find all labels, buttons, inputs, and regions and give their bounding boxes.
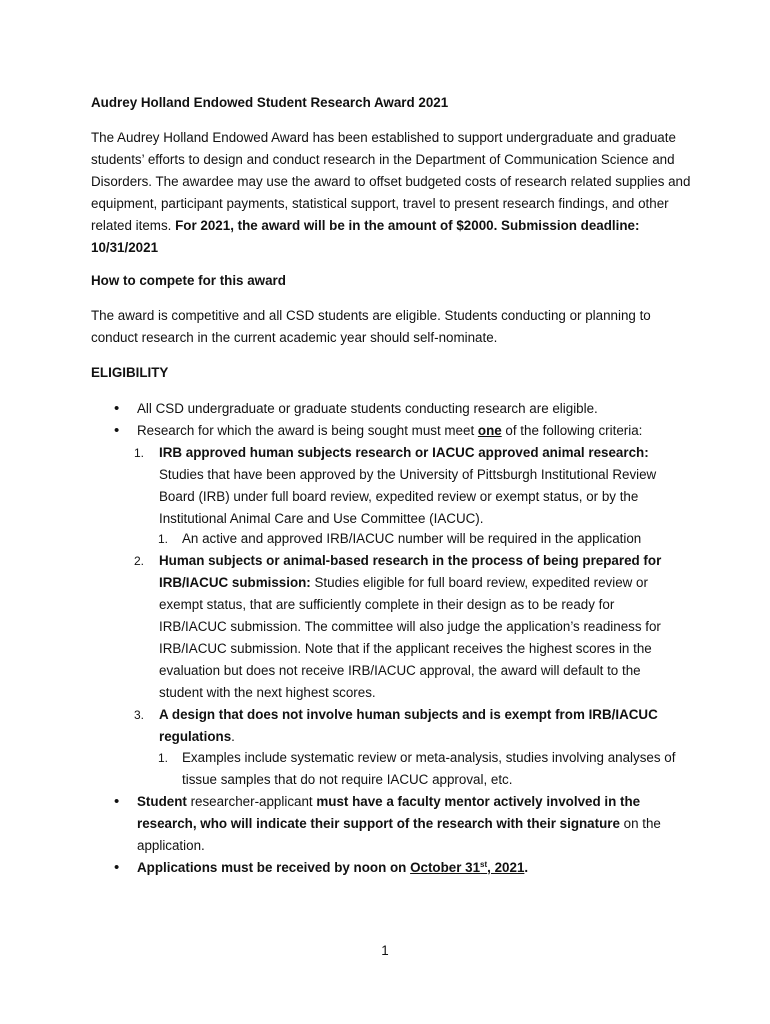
bullet-icon: •: [114, 793, 120, 810]
criterion-number: 2.: [134, 554, 145, 568]
criteria-one-emphasis: one: [477, 423, 502, 438]
criterion-number: 3.: [134, 708, 145, 722]
intro-text: The Audrey Holland Endowed Award has been established to support undergraduate and graduate students’ efforts to design and conduct research in the Department of Communication Science and Disorders. The awardee may use the award to offset budgeted costs of research related supplies and equipment, participant payments, statistical support, travel to present research findings, and other related items.: [91, 130, 691, 233]
page-number: 1: [381, 943, 389, 958]
deadline-date: October 31st, 2021: [410, 860, 525, 875]
sub-criterion-number: 1.: [158, 532, 169, 546]
sub-criterion-number: 1.: [158, 751, 169, 765]
intro-award-amount-deadline: For 2021, the award will be in the amount of $2000. Submission deadline: 10/31/2021: [91, 218, 640, 255]
how-to-compete-text: The award is competitive and all CSD students are eligible. Students conducting or planning to conduct research in the current academic year should self-nominate.: [91, 308, 651, 345]
eligibility-bullet-deadline: Applications must be received by noon on October 31st, 2021.: [137, 860, 529, 875]
bullet-icon: •: [114, 422, 120, 439]
eligibility-bullet-faculty-mentor: Student researcher-applicant must have a faculty mentor actively involved in the research, who will indicate their support of the research with their signature on the application.: [137, 794, 661, 853]
sub-criterion-approval-number: An active and approved IRB/IACUC number will be required in the application: [182, 531, 642, 546]
bullet-icon: •: [114, 859, 120, 876]
criterion-in-preparation: Human subjects or animal-based research in the process of being prepared for IRB/IACUC submission: Studies eligible for full board review, expedited review or exempt status, that are sufficiently complete in their design as to be ready for IRB/IACUC submission. The committee will also judge the application’s readiness for IRB/IACUC submission. Note that if the applicant receives the highest scores in the evaluation but does not receive IRB/IACUC approval, the award will default to the student with the next highest scores.: [159, 553, 662, 700]
how-to-compete-heading: How to compete for this award: [91, 273, 286, 288]
criterion-approved-research: IRB approved human subjects research or IACUC approved animal research: Studies that have been approved by the University of Pittsburgh Institutional Review Board (IRB) under full board review, expedited review or exempt status, or by the Institutional Animal Care and Use Committee (IACUC).: [159, 445, 657, 526]
eligibility-heading: ELIGIBILITY: [91, 365, 169, 380]
eligibility-bullet-all-students: All CSD undergraduate or graduate students conducting research are eligible.: [137, 401, 598, 416]
bullet-icon: •: [114, 400, 120, 417]
document-title: Audrey Holland Endowed Student Research Award 2021: [91, 95, 449, 110]
sub-criterion-examples: Examples include systematic review or meta-analysis, studies involving analyses of tissue samples that do not require IACUC approval, etc.: [182, 750, 676, 787]
eligibility-bullet-criteria: Research for which the award is being sought must meet one of the following criteria:: [137, 423, 643, 438]
intro-paragraph: [91, 127, 691, 259]
criterion-exempt-design: A design that does not involve human subjects and is exempt from IRB/IACUC regulations.: [159, 707, 658, 744]
criterion-number: 1.: [134, 446, 145, 460]
